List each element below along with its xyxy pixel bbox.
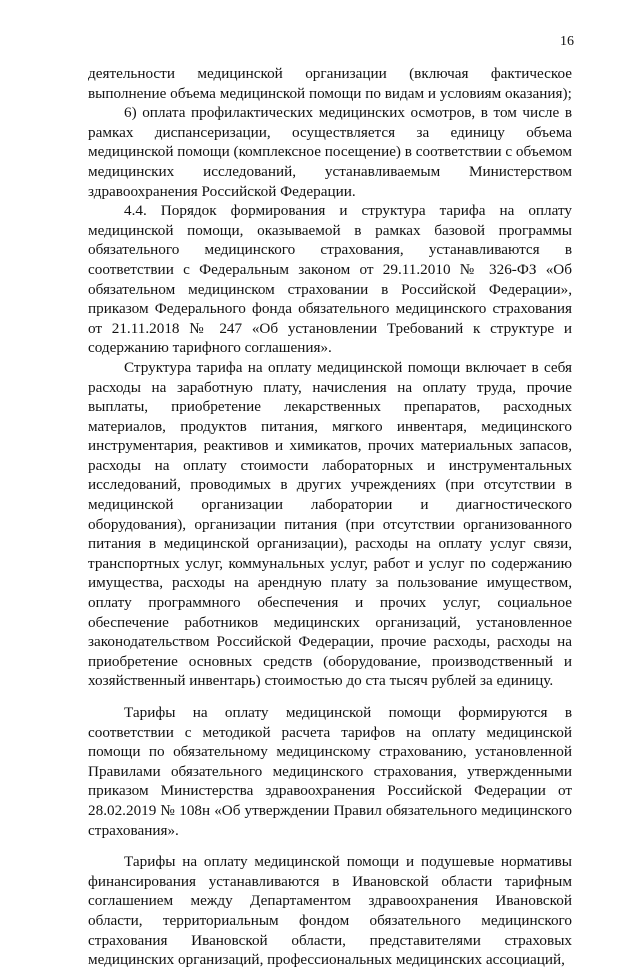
paragraph-continuation: деятельности медицинской организации (включая фактическое выполнение объема медицинской помощи по видам и условиям оказания); xyxy=(88,65,572,102)
paragraph-tariff-formation: Тарифы на оплату медицинской помощи формируются в соответствии с методикой расчета тарифов на оплату медицинской помощи по обязательному медицинскому страхованию, установленной Правилами обязательного медицинского страхования, утвержденными приказом Министерства здравоохранения Российской Федерации от 28.02.2019 № 108н «Об утверждении Правил обязательного медицинского страхования». xyxy=(88,704,572,839)
page-number: 16 xyxy=(560,34,574,49)
document-body xyxy=(88,64,572,970)
paragraph-tariff-structure: Структура тарифа на оплату медицинской помощи включает в себя расходы на заработную плату, начисления на оплату труда, прочие выплаты, приобретение лекарственных препаратов, расходных материалов, продуктов питания, мягкого инвентаря, медицинского инструментария, реактивов и химикатов, прочих материальных запасов, расходы на оплату стоимости лабораторных и инструментальных исследований, проводимых в других учреждениях (при отсутствии в медицинской организации лаборатории и диагностического оборудования), организации питания (при отсутствии организованного питания в медицинской организации), расходы на оплату услуг связи, транспортных услуг, коммунальных услуг, работ и услуг по содержанию имущества, расходы на арендную плату за пользование имуществом, оплату программного обеспечения и прочих услуг, социальное обеспечение работников медицинских организаций, установленное законодательством Российской Федерации, прочие расходы, расходы на приобретение основных средств (оборудование, производственный и хозяйственный инвентарь) стоимостью до ста тысяч рублей за единицу. xyxy=(88,358,572,690)
paragraph-tariff-agreement: Тарифы на оплату медицинской помощи и подушевые нормативы финансирования устанавливаются в Ивановской области тарифным соглашением между Департаментом здравоохранения Ивановской области, территориальным фондом обязательного медицинского страхования Ивановской области, представителями страховых медицинских организаций, профессиональных медицинских ассоциаций, xyxy=(88,853,572,969)
paragraph-section-4-4: 4.4. Порядок формирования и структура тарифа на оплату медицинской помощи, оказываемой в рамках базовой программы обязательного медицинского страхования, устанавливаются в соответствии с Федеральным законом от 29.11.2010 № 326-ФЗ «Об обязательном медицинском страховании в Российской Федерации», приказом Федерального фонда обязательного медицинского страхования от 21.11.2018 № 247 «Об установлении Требований к структуре и содержанию тарифного соглашения». xyxy=(88,202,572,357)
paragraph-item-6: 6) оплата профилактических медицинских осмотров, в том числе в рамках диспансеризации, осуществляется за единицу объема медицинской помощи (комплексное посещение) в соответствии с объемом медицинских исследований, устанавливаемым Министерством здравоохранения Российской Федерации. xyxy=(88,104,572,200)
